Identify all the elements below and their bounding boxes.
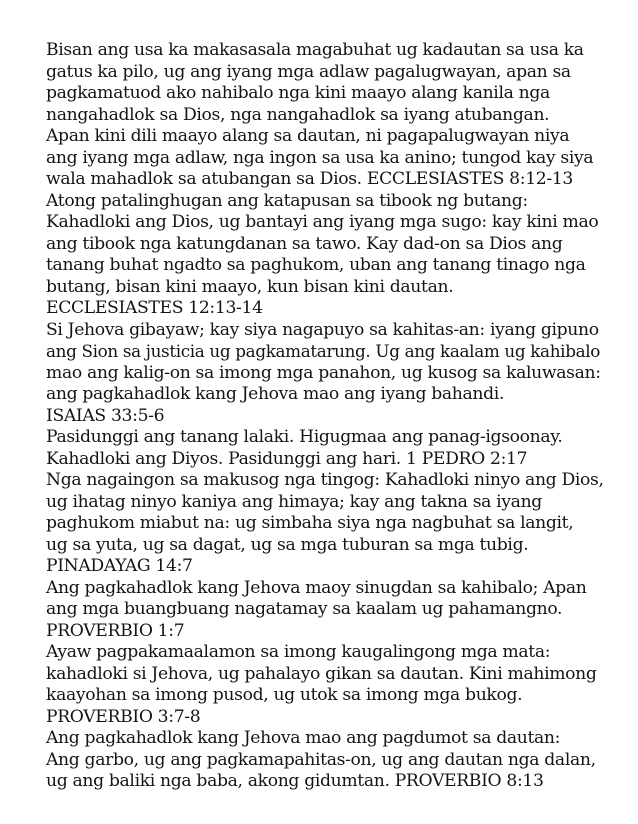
text-line: ang Sion sa justicia ug pagkamatarung. Ug ang kaalam ug kahibalo (46, 341, 601, 361)
text-line: PINADAYAG 14:7 (46, 556, 193, 576)
text-line: tanang buhat ngadto sa paghukom, uban ang tanang tinago nga (46, 255, 586, 275)
text-line: Kahadloki ang Diyos. Pasidunggi ang hari. 1 PEDRO 2:17 (46, 448, 528, 469)
text-line: gatus ka pilo, ug ang iyang mga adlaw pagalugwayan, apan sa (46, 61, 571, 82)
text-line: butang, bisan kini maayo, kun bisan kini dautan. (46, 276, 454, 297)
text-line: paghukom miabut na: ug simbaha siya nga nagbuhat sa langit, (46, 513, 574, 533)
text-line: kahadloki si Jehova, ug pahalayo gikan sa dautan. Kini mahimong (46, 663, 597, 684)
scripture-text-block (46, 40, 606, 793)
text-line: ang pagkahadlok kang Jehova mao ang iyang bahandi. (46, 384, 505, 404)
text-line: Ayaw pagpakamaalamon sa imong kaugalingong mga mata: (46, 642, 551, 662)
text-line: Kahadloki ang Dios, ug bantayi ang iyang mga sugo: kay kini mao (46, 212, 599, 232)
text-line: Si Jehova gibayaw; kay siya nagapuyo sa kahitas-an: iyang gipuno (46, 319, 599, 340)
text-line: ug ihatag ninyo kaniya ang himaya; kay ang takna sa iyang (46, 491, 542, 512)
text-line: Apan kini dili maayo alang sa dautan, ni pagapalugwayan niya (46, 126, 570, 146)
text-line: Atong patalinghugan ang katapusan sa tibook ng butang: (46, 190, 528, 211)
text-line: pagkamatuod ako nahibalo nga kini maayo alang kanila nga (46, 83, 550, 103)
text-line: ug sa yuta, ug sa dagat, ug sa mga tuburan sa mga tubig. (46, 534, 529, 555)
text-line: Ang pagkahadlok kang Jehova maoy sinugdan sa kahibalo; Apan (46, 577, 587, 598)
text-line: ISAIAS 33:5-6 (46, 405, 165, 426)
text-line: PROVERBIO 3:7-8 (46, 706, 201, 727)
text-line: mao ang kalig-on sa imong mga panahon, ug kusog sa kaluwasan: (46, 362, 601, 383)
text-line: Nga nagaingon sa makusog nga tingog: Kahadloki ninyo ang Dios, (46, 470, 604, 490)
text-line: ECCLESIASTES 12:13-14 (46, 298, 263, 318)
text-line: ang mga buangbuang nagatamay sa kaalam ug pahamangno. (46, 599, 563, 619)
text-line: wala mahadlok sa atubangan sa Dios. ECCLESIASTES 8:12-13 (46, 169, 573, 189)
text-line: ug ang baliki nga baba, akong gidumtan. PROVERBIO 8:13 (46, 771, 544, 791)
text-line: ang iyang mga adlaw, nga ingon sa usa ka anino; tungod kay siya (46, 147, 594, 168)
text-line: ang tibook nga katungdanan sa tawo. Kay dad-on sa Dios ang (46, 233, 563, 254)
text-line: Pasidunggi ang tanang lalaki. Higugmaa ang panag-igsoonay. (46, 427, 563, 447)
text-line: kaayohan sa imong pusod, ug utok sa imong mga bukog. (46, 685, 523, 705)
text-line: Bisan ang usa ka makasasala magabuhat ug kadautan sa usa ka (46, 40, 584, 60)
text-line: Ang garbo, ug ang pagkamapahitas-on, ug ang dautan nga dalan, (46, 749, 596, 770)
text-line: nangahadlok sa Dios, nga nangahadlok sa iyang atubangan. (46, 104, 550, 125)
text-line: PROVERBIO 1:7 (46, 620, 185, 641)
text-line: Ang pagkahadlok kang Jehova mao ang pagdumot sa dautan: (46, 728, 561, 748)
